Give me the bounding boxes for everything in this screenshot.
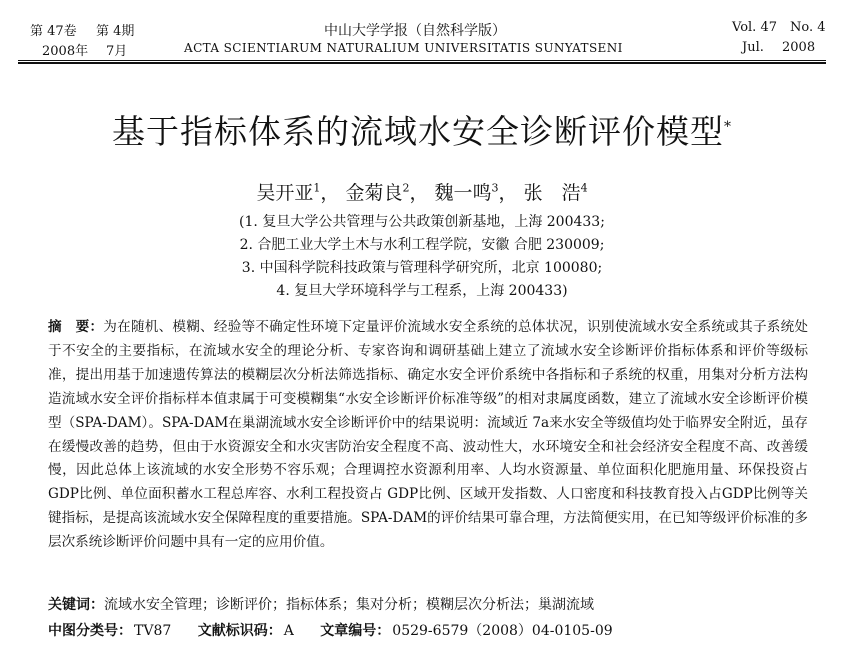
doc-code-label: 文献标识码： — [197, 623, 282, 639]
issue-cn: 第 4期 — [96, 24, 135, 39]
author-affiliation-mark: 1 — [313, 181, 321, 195]
author-separator: ， — [498, 182, 518, 204]
author-affiliation-mark: 3 — [491, 181, 499, 195]
clc-label: 中图分类号： — [48, 623, 132, 639]
journal-name-en: ACTA SCIENTIARUM NATURALIUM UNIVERSITATIS SUNYATSENI — [184, 41, 623, 55]
keywords-text: 流域水安全管理；诊断评价；指标体系；集对分析；模糊层次分析法；巢湖流域 — [104, 597, 594, 613]
author-name: 魏一鸣 — [434, 182, 492, 204]
affiliation-line: 2. 合肥工业大学土木与水利工程学院，安徽 合肥 230009; — [239, 237, 605, 253]
abstract — [48, 316, 808, 555]
author-name: 张 浩 — [523, 182, 581, 204]
abstract-text: 为在随机、模糊、经验等不确定性环境下定量评价流域水安全系统的总体状况，识别使流域水安全系统或其子系统处于不安全的主要指标，在流域水安全的理论分析、专家咨询和调研基础上建立了流域水安全诊断评价指标体系和评价等级标准，提出用基于加速遗传算法的模糊层次分析法筛选指标、确定水安全评价系统中各指标和子系统的权重，用集对分析方法构造流域水安全评价指标样本值隶属于可变模糊集“水安全诊断评价标准等级”的相对隶属度函数，建立了流域水安全诊断评价模型（SPA-DAM）。SPA-DAM在巢湖流域水安全诊断评价中的结果说明：流域近 7a来水安全等级值均处于临界安全附近，虽存在缓慢改善的趋势，但由于水资源安全和水灾害防治安全程度不高、波动性大，水环境安全和社会经济安全程度不高、改善缓慢，因此总体上该流域的水安全形势不容乐观；合理调控水资源利用率、人均水资源量、单位面积化肥施用量、环保投资占GDP比例、单位面积蓄水工程总库容、水利工程投资占 GDP比例、区域开发指数、人口密度和科技教育投入占GDP比例等关键指标，是提高该流域水安全保障程度的重要措施。SPA-DAM的评价结果可靠合理，方法简便实用，在已知等级评价标准的多层次系统诊断评价问题中具有一定的应用价值。 — [48, 319, 809, 551]
volume-en: Vol. 47 — [732, 20, 777, 35]
title-footnote-mark: * — [724, 119, 732, 135]
classification-line — [48, 620, 613, 640]
article-title-text: 基于指标体系的流域水安全诊断评价模型 — [112, 112, 724, 151]
keywords-label: 关键词： — [48, 597, 104, 613]
year-cn: 2008年 — [42, 44, 89, 59]
author-name: 金菊良 — [345, 182, 403, 204]
abstract-label: 摘 要： — [48, 319, 104, 335]
author-list — [0, 178, 844, 205]
journal-name-cn: 中山大学学报（自然科学版） — [324, 23, 506, 39]
author-affiliation-mark: 2 — [402, 181, 410, 195]
author-separator: ， — [409, 182, 429, 204]
doc-code-value: A — [283, 623, 294, 639]
article-number-value: 0529-6579（2008）04-0105-09 — [392, 623, 613, 639]
clc-value: TV87 — [134, 623, 172, 639]
author-separator: ， — [320, 182, 340, 204]
issue-en: No. 4 — [790, 20, 826, 35]
header-rule-thin — [18, 60, 826, 61]
keywords — [48, 594, 594, 614]
affiliation-line: 3. 中国科学院科技政策与管理科学研究所，北京 100080; — [241, 260, 603, 276]
affiliation-line: 4. 复旦大学环境科学与工程系，上海 200433) — [276, 283, 568, 299]
affiliation-line: (1. 复旦大学公共管理与公共政策创新基地，上海 200433; — [239, 214, 605, 230]
volume-cn: 第 47卷 — [30, 24, 77, 39]
year-en: 2008 — [782, 40, 816, 55]
article-title — [0, 106, 844, 153]
header-rule-thick — [18, 62, 826, 64]
author-name: 吴开亚 — [256, 182, 314, 204]
month-en: Jul. — [742, 40, 764, 55]
author-affiliation-mark: 4 — [580, 181, 588, 195]
month-cn: 7月 — [106, 44, 128, 59]
article-number-label: 文章编号： — [320, 623, 391, 639]
